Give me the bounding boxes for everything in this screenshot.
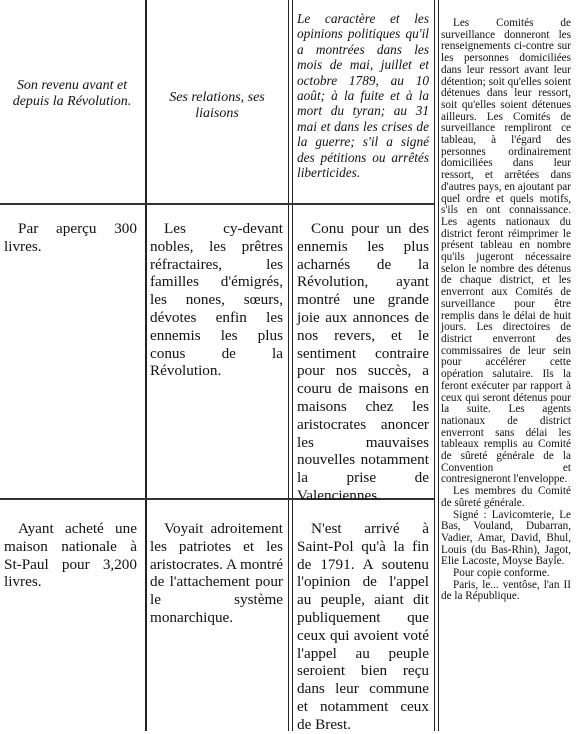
row1-caractere: Conu pour un des ennemis les plus acharnés de la Révolution, ayant montré une grande joie aux annonces de nos revers, et le sentiment contraire pour nos succès, a couru de maisons en maisons chez les aristocrates anoncer les mauvaises nouvelles notamment la prise de Valenciennes.	[297, 220, 429, 504]
instructions-note	[441, 18, 571, 603]
column-divider-3	[292, 0, 293, 731]
column-divider-2	[288, 0, 289, 731]
instructions-text: Les Comités de surveillance donneront les renseignements ci-contre sur les personnes domiciliées dans leur ressort avant leur détention; soit qu'elles soient détenues dans leur ressort, soit qu'elles soient détenues ailleurs. Les Comités de surveillance rempliront ce tableau, à l'égard des personnes ordinairement domiciliées dans leur ressort, et arrêtées dans d'autres pays, en ajoutant par quel ordre et quels motifs, s'ils en ont connaissance. Les agents nationaux du district feront réimprimer le présent tableau en nombre qu'ils jugeront nécessaire selon le nombre des détenus de chaque district, et les enverront aux Comités de surveillance pour être remplis dans le délai de huit jours. Les directoires de district enverront des commissaires de leur sein pour accélérer cette opération salutaire. Ils la feront exécuter par rapport à ceux qui seront détenus pour la suite. Les agents nationaux de district enverront sans délai les tableaux remplis au Comité de sûreté générale de la Convention et contresigneront l'enveloppe.	[441, 17, 571, 486]
column-divider-1	[145, 0, 147, 731]
row2-caractere: N'est arrivé à Saint-Pol qu'à la fin de 1791. A soutenu l'opinion de l'appel au peuple, aiant dit publiquement que ceux qui avoient voté l'appel au peuple seroient bien reçu dans leur commune et notamment ceux de Brest.	[297, 520, 429, 733]
row2-revenu: Ayant acheté une maison nationale à St-Paul pour 3,200 livres.	[4, 520, 137, 591]
row2-relations: Voyait adroitement les patriotes et les aristocrates. A montré de l'attachement pour le système monarchique.	[150, 520, 283, 626]
copy-conforme: Pour copie conforme.	[453, 567, 550, 580]
header-rule	[0, 203, 434, 205]
column-divider-4	[434, 0, 435, 731]
header-revenu: Son revenu avant et depuis la Révolution.	[12, 78, 132, 109]
row1-relations: Les cy-devant nobles, les prêtres réfractaires, les familles d'émigrés, les nones, sœurs, dévotes enfin les ennemis les plus conus de la Révolution.	[150, 220, 283, 380]
header-caractere: Le caractère et les opinions politiques qu'il a montrées dans les mois de mai, juillet et octobre 1789, au 10 août; à la fuite et à la mort du tyran; au 31 mai et dans les crises de la guerre; s'il a signé des pétitions ou arrêtés liberticides.	[297, 11, 429, 181]
signatures: Signé : Lavicomterie, Le Bas, Vouland, Dubarran, Vadier, Amar, David, Bhul, Louis (du Bas-Rhin), Jagot, Elie Lacoste, Moyse Bayle.	[441, 508, 571, 568]
date-line: Paris, le... ventôse, l'an II de la République.	[441, 578, 571, 603]
signers-intro: Les membres du Comité de sûreté générale.	[441, 485, 571, 509]
row1-revenu: Par aperçu 300 livres.	[4, 220, 137, 255]
header-relations: Ses relations, ses liaisons	[169, 90, 265, 121]
column-divider-5	[438, 0, 439, 731]
